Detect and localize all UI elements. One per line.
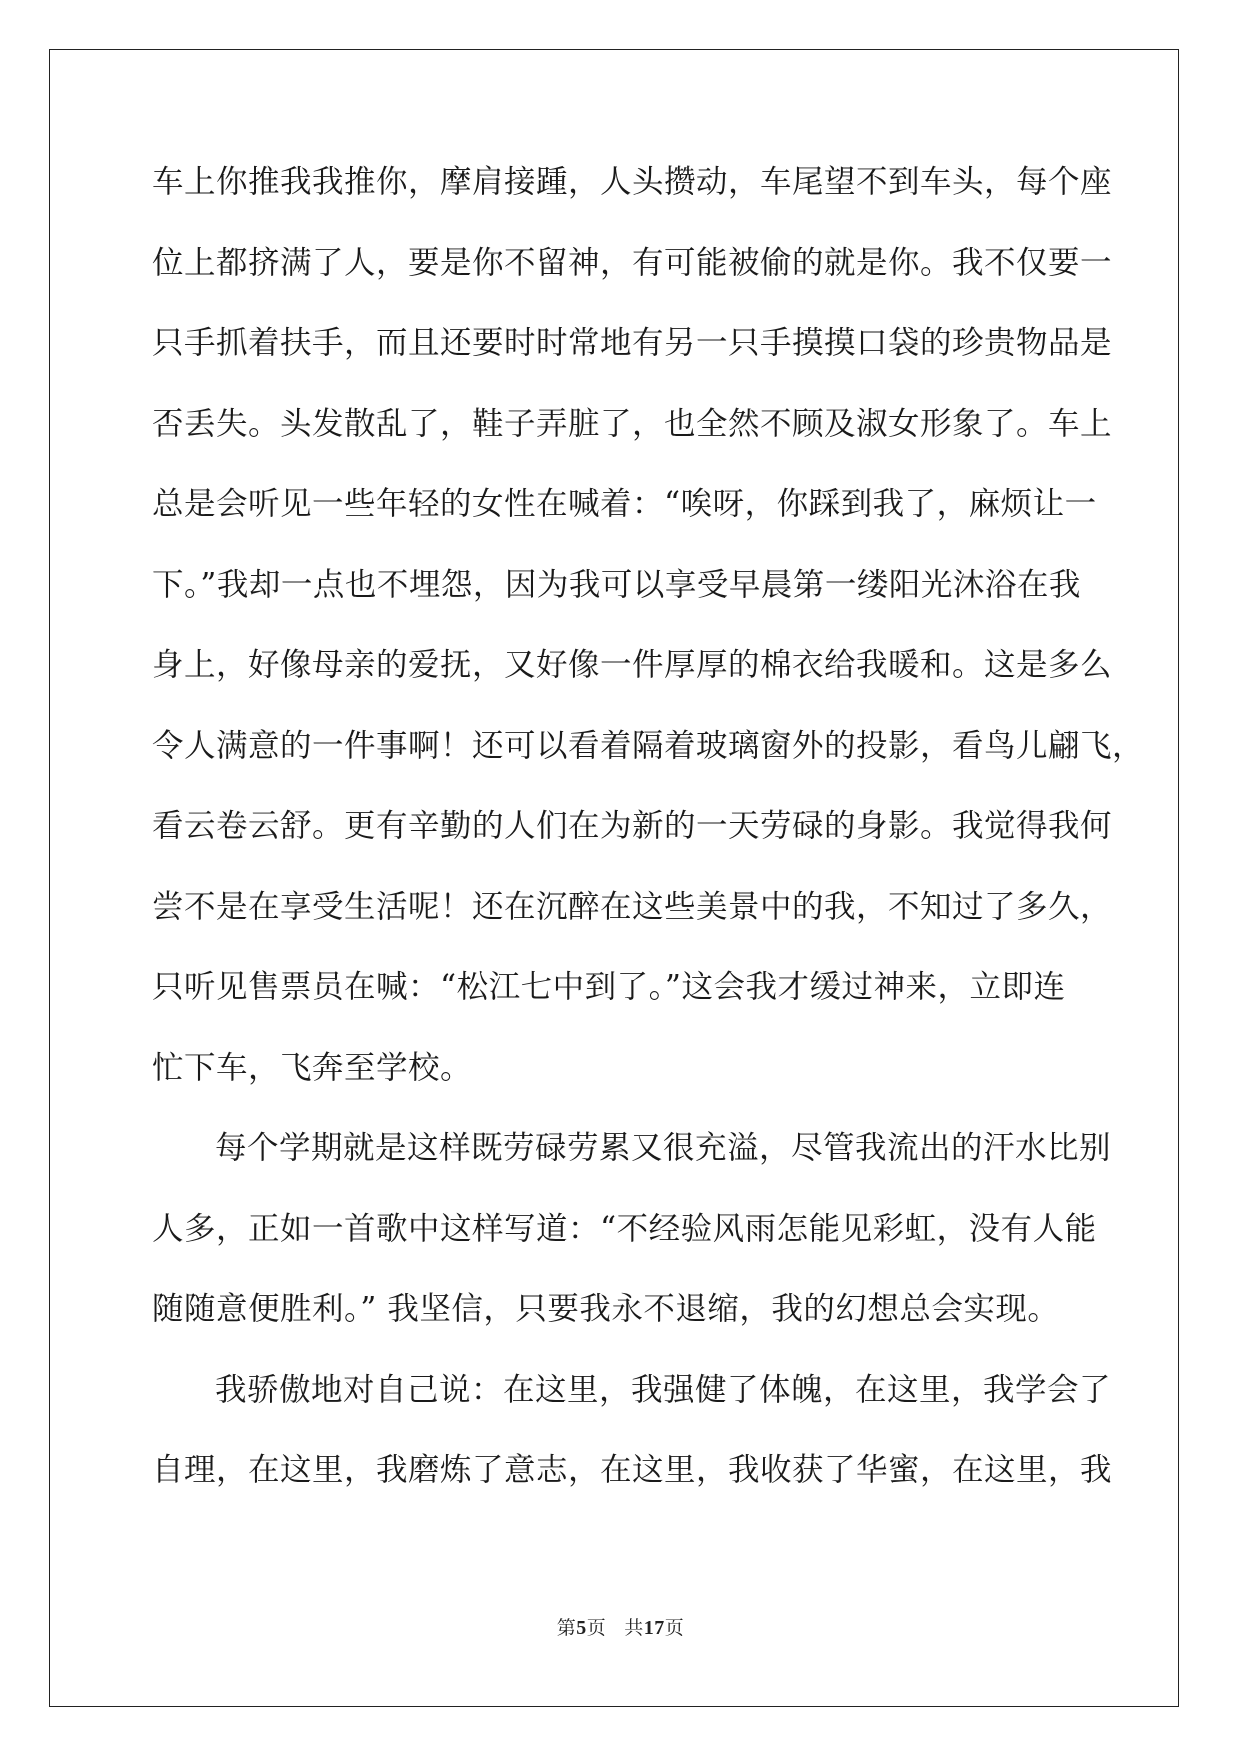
paragraph-start-line: 每个学期就是这样既劳碌劳累又很充溢，尽管我流出的汗水比别 <box>215 1130 1112 1166</box>
text-line: 位上都挤满了人，要是你不留神，有可能被偷的就是你。我不仅要一 <box>152 244 1113 281</box>
paragraph-start-line: 我骄傲地对自己说：在这里，我强健了体魄，在这里，我学会了 <box>215 1371 1112 1408</box>
total-label-suffix: 页 <box>664 1617 685 1639</box>
text-line: 令人满意的一件事啊！还可以看着隔着玻璃窗外的投影，看鸟儿翩飞， <box>152 727 1145 764</box>
text-line: 尝不是在享受生活呢！还在沉醉在这些美景中的我，不知过了多久， <box>152 888 1113 925</box>
text-line: 总是会听见一些年轻的女性在喊着：“唉呀，你踩到我了，麻烦让一 <box>152 486 1097 522</box>
text-line: 看云卷云舒。更有辛勤的人们在为新的一天劳碌的身影。我觉得我何 <box>152 808 1113 844</box>
total-label-prefix: 共 <box>624 1617 644 1639</box>
page-footer <box>0 1616 1241 1640</box>
body-text <box>152 158 1145 1527</box>
text-line: 只听见售票员在喊：“松江七中到了。”这会我才缓过神来，立即连 <box>152 969 1066 1005</box>
page-label-prefix: 第 <box>556 1617 577 1639</box>
text-line: 下。”我却一点也不埋怨，因为我可以享受早晨第一缕阳光沐浴在我 <box>152 566 1081 603</box>
text-line: 人多，正如一首歌中这样写道：“不经验风雨怎能见彩虹，没有人能 <box>152 1210 1097 1247</box>
text-line: 自理，在这里，我磨炼了意志，在这里，我收获了华蜜，在这里，我 <box>152 1452 1113 1488</box>
text-line: 忙下车，飞奔至学校。 <box>152 1049 473 1086</box>
page-label-suffix: 页 <box>586 1617 607 1639</box>
text-line: 否丢失。头发散乱了，鞋子弄脏了，也全然不顾及淑女形象了。车上 <box>152 405 1113 442</box>
text-line: 身上，好像母亲的爱抚，又好像一件厚厚的棉衣给我暖和。这是多么 <box>152 647 1113 683</box>
page-number: 5 <box>576 1617 587 1639</box>
text-line: 车上你推我我推你，摩肩接踵，人头攒动，车尾望不到车头，每个座 <box>152 164 1113 200</box>
text-line: 随随意便胜利。” 我坚信，只要我永不退缩，我的幻想总会实现。 <box>152 1291 1060 1327</box>
text-line: 只手抓着扶手，而且还要时时常地有另一只手摸摸口袋的珍贵物品是 <box>152 325 1113 361</box>
total-pages: 17 <box>643 1617 665 1639</box>
